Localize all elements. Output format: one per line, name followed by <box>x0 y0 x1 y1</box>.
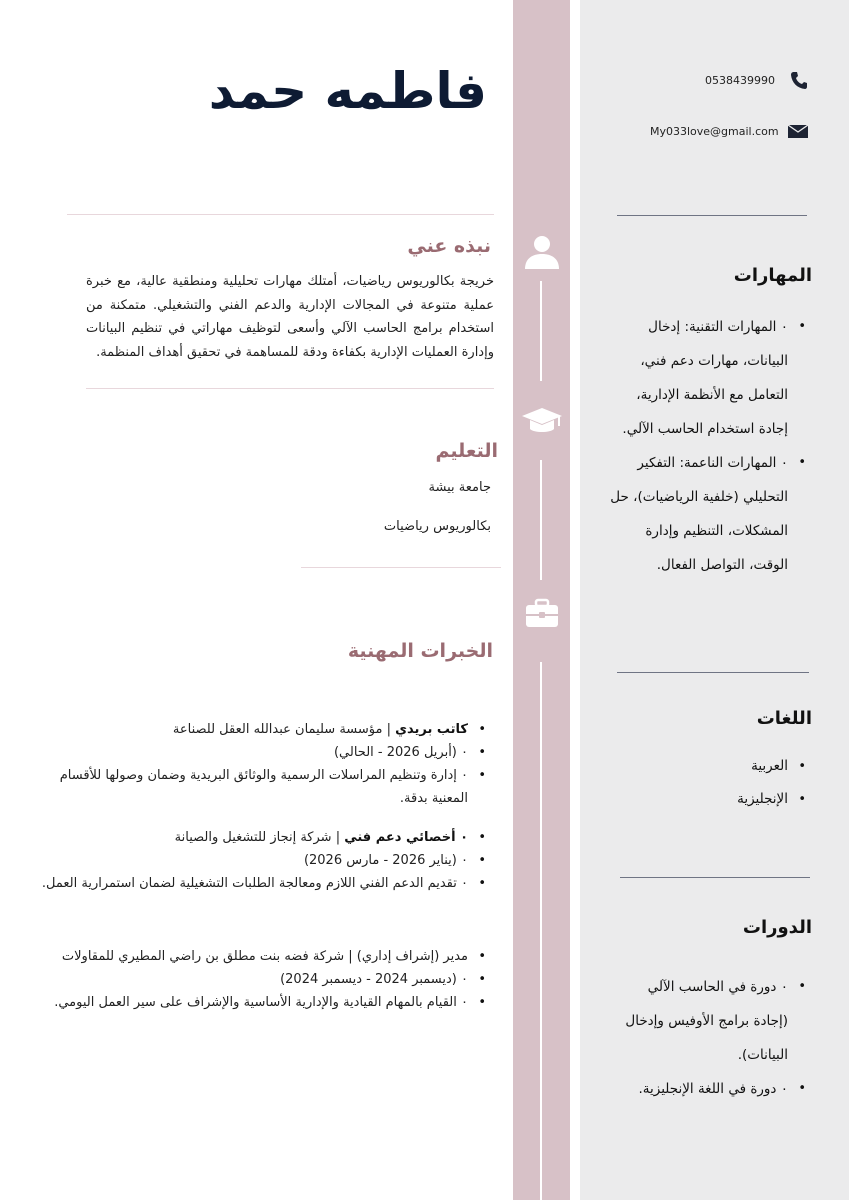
about-text: خريجة بكالوريوس رياضيات، أمتلك مهارات تحليلية ومنطقية عالية، مع خبرة عملية متنوعة في المجالات الإدارية والدعم الفني والتشغيلي. متمكنة من استخدام برامج الحاسب الآلي وأسعى لتوظيف مهاراتي في تنظيم البيانات وإدارة العمليات الإدارية بكفاءة ودقة للمساهمة في تحقيق أهداف المنظمة. <box>86 274 494 360</box>
divider <box>67 214 494 215</box>
skills-title: المهارات <box>733 265 812 286</box>
job-org: | مؤسسة سليمان عبدالله العقل للصناعة <box>172 722 396 737</box>
language-item: • العربية <box>610 750 810 783</box>
job-description: • ٠ إدارة وتنظيم المراسلات الرسمية والوثائق البريدية وضمان وصولها للأقسام المعنية بدقة. <box>40 764 490 810</box>
person-name: فاطمه حمد <box>208 62 487 120</box>
phone-number[interactable]: 0538439990 <box>705 74 775 87</box>
divider <box>301 567 501 568</box>
courses-list <box>610 970 810 1106</box>
course-item: • ٠ دورة في الحاسب الآلي (إجادة برامج الأوفيس وإدخال البيانات). <box>610 970 810 1072</box>
graduation-cap-icon <box>520 398 564 442</box>
job-org: | شركة إنجاز للتشغيل والصيانة <box>174 830 345 845</box>
user-icon <box>520 230 564 274</box>
phone-icon <box>790 71 808 91</box>
job-period: • ٠ (أبريل 2026 - الحالي) <box>40 741 490 764</box>
job-title-line <box>40 826 490 849</box>
language-item: • الإنجليزية <box>610 783 810 816</box>
band-line <box>540 281 542 381</box>
briefcase-icon <box>520 592 564 636</box>
mail-icon <box>787 124 809 139</box>
education-title: التعليم <box>435 440 498 462</box>
job-period: • ٠ (يناير 2026 - مارس 2026) <box>40 849 490 872</box>
education-degree: بكالوريوس رياضيات <box>383 519 491 534</box>
job-description: • ٠ القيام بالمهام القيادية والإدارية الأساسية والإشراف على سير العمل اليومي. <box>40 991 490 1014</box>
about-title: نبذه عني <box>407 235 491 257</box>
job-description: • ٠ تقديم الدعم الفني اللازم ومعالجة الطلبات التشغيلية لضمان استمرارية العمل. <box>40 872 490 895</box>
experience-job-3 <box>40 945 490 1014</box>
job-title-line <box>40 718 490 741</box>
band-line <box>540 662 542 1200</box>
job-role: كاتب بريدي <box>395 722 468 737</box>
job-org: مدير (إشراف إداري) | شركة فضه بنت مطلق بن راضي المطيري للمقاولات <box>61 949 468 964</box>
languages-title: اللغات <box>756 708 812 729</box>
courses-title: الدورات <box>742 917 812 938</box>
job-role: ٠ أخصائي دعم فني <box>344 830 468 845</box>
divider <box>617 672 809 673</box>
experience-title: الخبرات المهنية <box>347 640 493 662</box>
skill-item: • ٠ المهارات الناعمة: التفكير التحليلي (خلفية الرياضيات)، حل المشكلات، التنظيم وإدارة الوقت، التواصل الفعال. <box>610 446 810 582</box>
experience-job-2 <box>40 826 490 895</box>
divider <box>617 215 807 216</box>
email-address[interactable]: My033love@gmail.com <box>650 125 779 138</box>
job-title-line <box>40 945 490 968</box>
divider <box>620 877 810 878</box>
divider <box>86 388 494 389</box>
job-period: • ٠ (ديسمبر 2024 - ديسمبر 2024) <box>40 968 490 991</box>
experience-job-1 <box>40 718 490 810</box>
skills-list <box>610 310 810 582</box>
languages-list <box>610 750 810 816</box>
course-item: • ٠ دورة في اللغة الإنجليزية. <box>610 1072 810 1106</box>
band-line <box>540 460 542 580</box>
skill-item: • ٠ المهارات التقنية: إدخال البيانات، مهارات دعم فني، التعامل مع الأنظمة الإدارية، إجادة استخدام الحاسب الآلي. <box>610 310 810 446</box>
education-university: جامعة بيشة <box>428 480 491 495</box>
